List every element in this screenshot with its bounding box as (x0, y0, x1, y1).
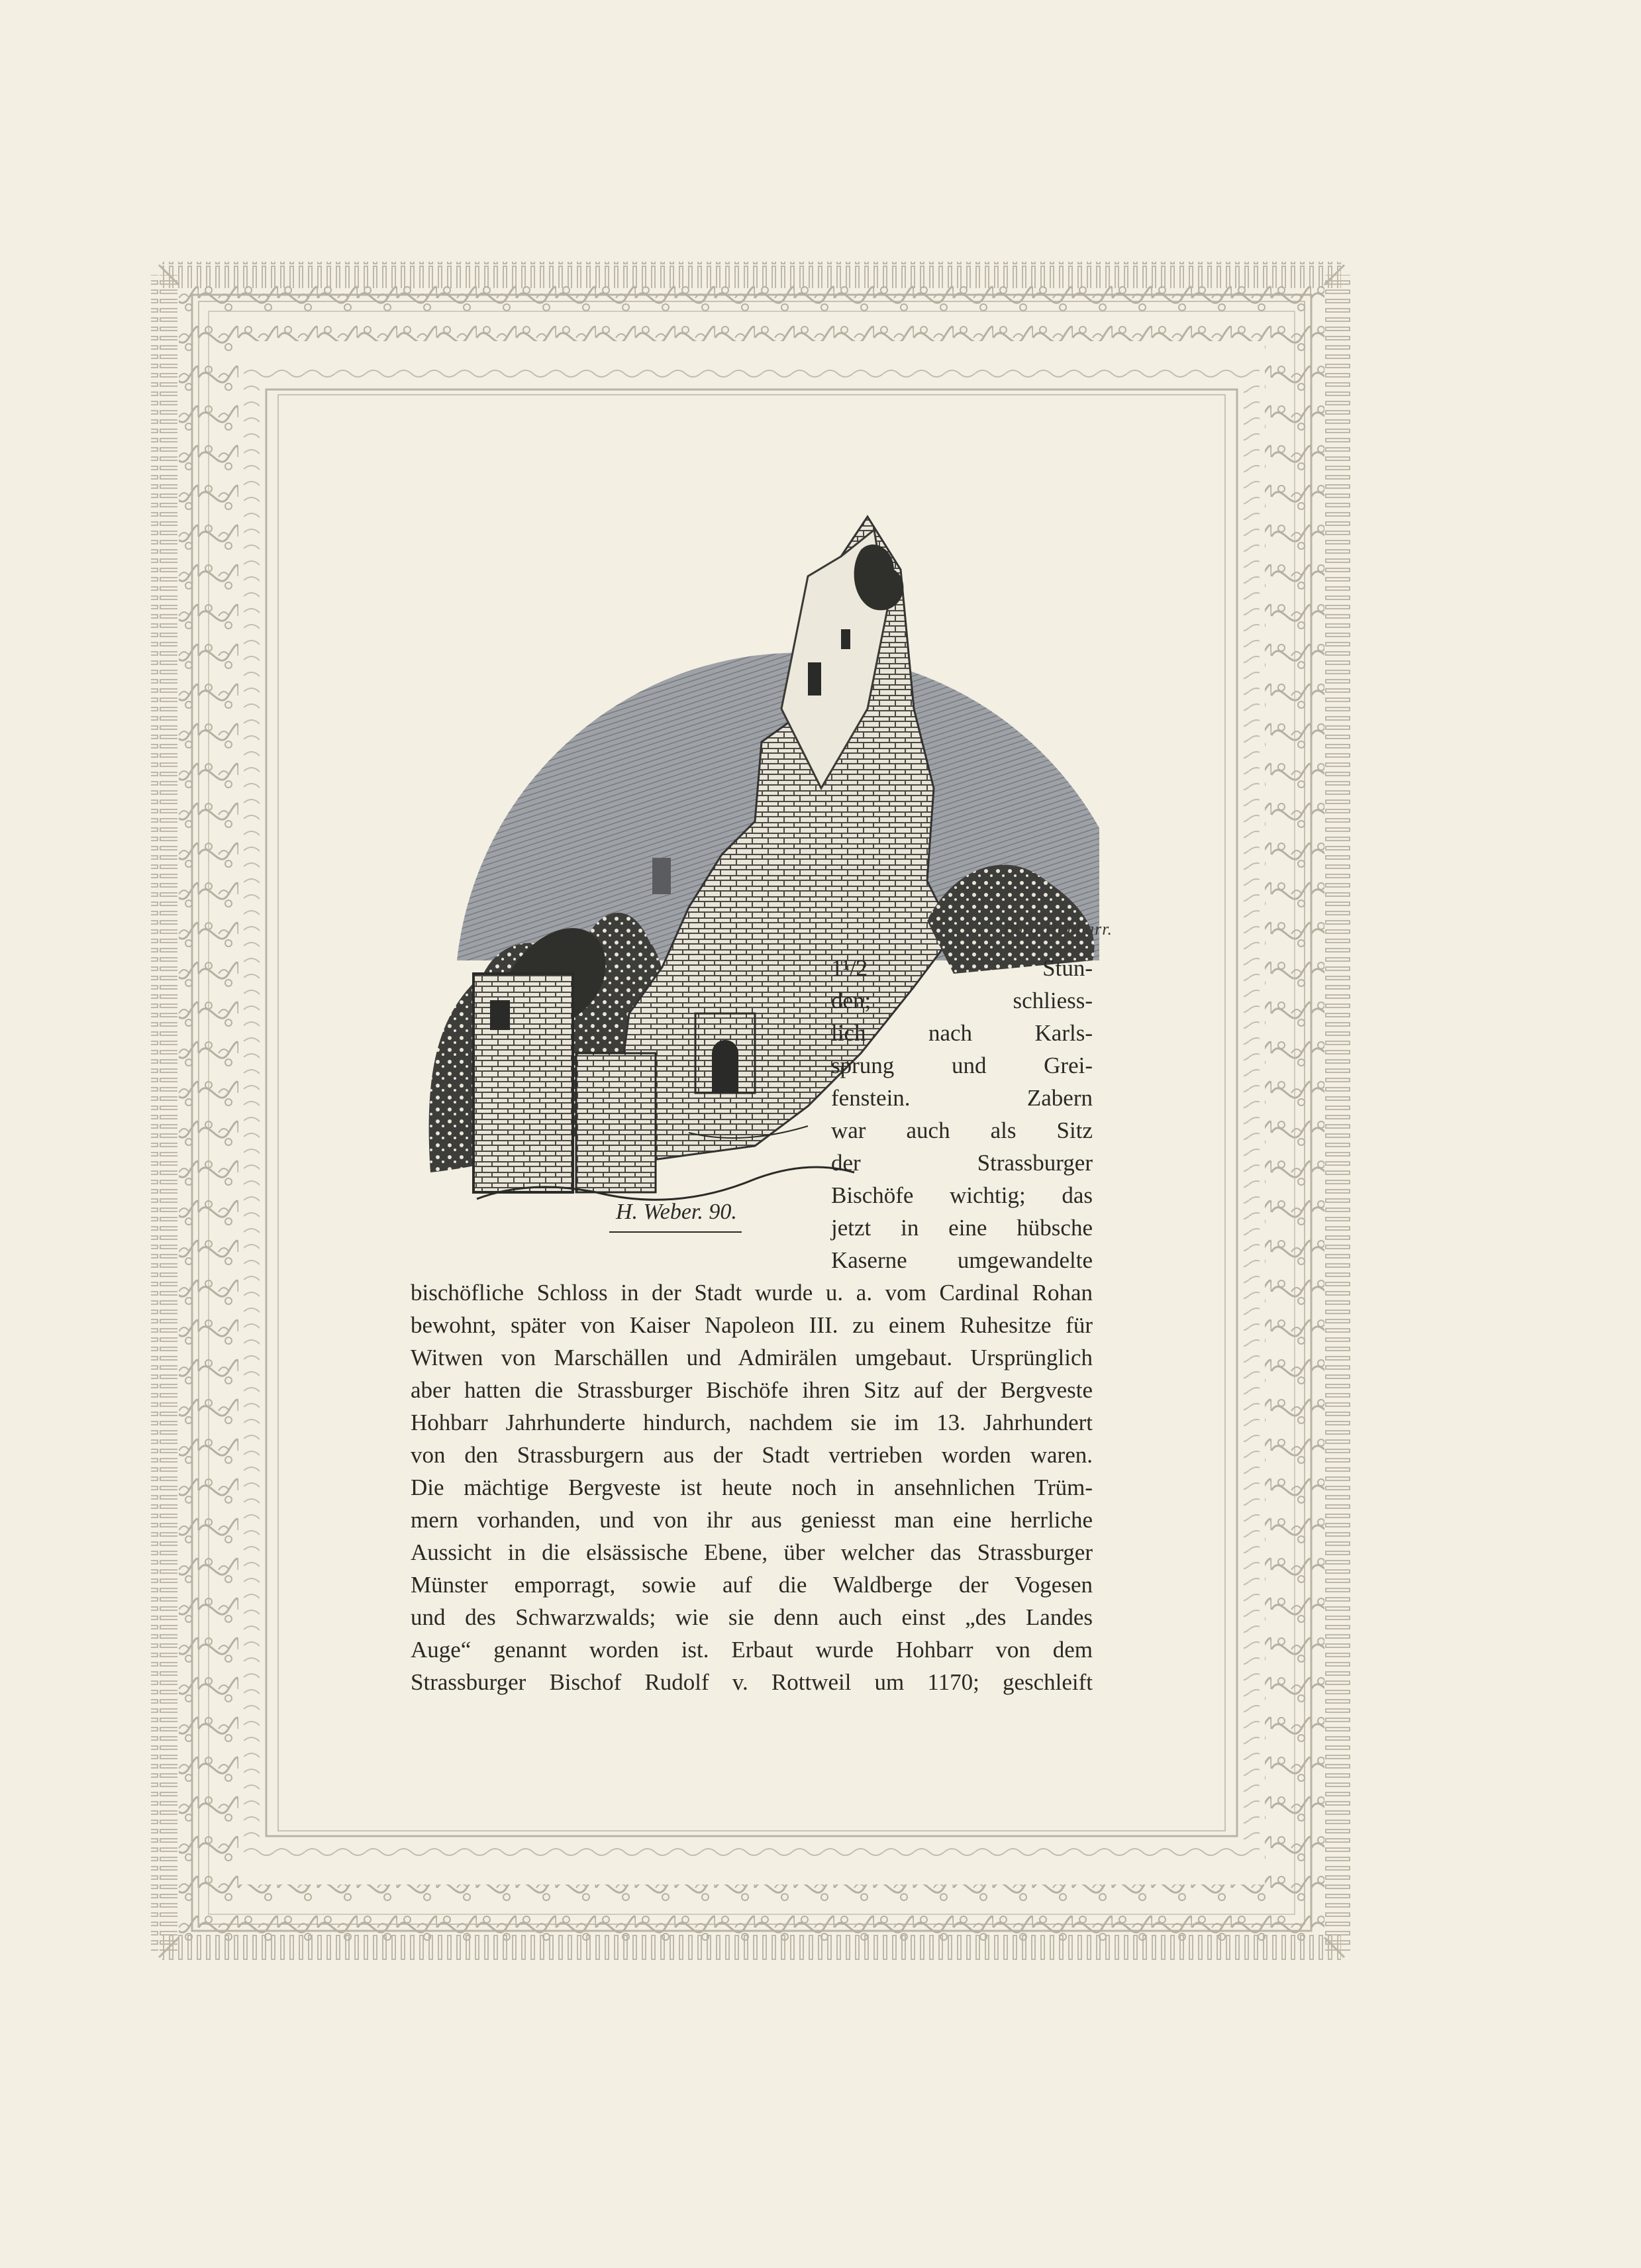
text-line: Kaserne umgewandelte (831, 1247, 1093, 1273)
text-line: 1¹/2 Stun- (831, 955, 1093, 981)
text-line: und des Schwarzwalds; wie sie denn auch einst „des Landes (411, 1604, 1093, 1630)
text-line: Auge“ genannt worden ist. Erbaut wurde Hohbarr von dem (411, 1637, 1093, 1663)
text-line: sprung und Grei- (831, 1053, 1093, 1078)
text-line: lich nach Karls- (831, 1020, 1093, 1046)
text-line: Bischöfe wichtig; das (831, 1182, 1093, 1208)
text-line: Die mächtige Bergveste ist heute noch in ansehnlichen Trüm- (411, 1474, 1093, 1500)
text-line: Münster emporragt, sowie auf die Waldberge der Vogesen (411, 1572, 1093, 1598)
text-line: bewohnt, später von Kaiser Napoleon III. zu einem Ruhesitze für (411, 1312, 1093, 1338)
text-line: war auch als Sitz (831, 1117, 1093, 1143)
text-line: den; schliess- (831, 988, 1093, 1013)
text-line: Strassburger Bischof Rudolf v. Rottweil um 1170; geschleift (411, 1669, 1093, 1695)
text-line: jetzt in eine hübsche (831, 1215, 1093, 1241)
text-line: aber hatten die Strassburger Bischöfe ihren Sitz auf der Bergveste (411, 1377, 1093, 1403)
text-line: Hohbarr Jahrhunderte hindurch, nachdem sie im 13. Jahrhundert (411, 1410, 1093, 1435)
text-line: fenstein. Zabern (831, 1085, 1093, 1111)
text-line: der Strassburger (831, 1150, 1093, 1176)
text-line: bischöfliche Schloss in der Stadt wurde u. a. vom Cardinal Rohan (411, 1280, 1093, 1306)
text-line: Aussicht in die elsässische Ebene, über welcher das Strassburger (411, 1539, 1093, 1565)
artist-signature: H. Weber. 90. (616, 1200, 737, 1224)
text-line: von den Strassburgern aus der Stadt vertrieben worden waren. (411, 1442, 1093, 1468)
text-line: mern vorhanden, und von ihr aus geniesst man eine herrliche (411, 1507, 1093, 1533)
text-line: Witwen von Marschällen und Admirälen umgebaut. Ursprünglich (411, 1345, 1093, 1370)
illustration-caption: Burg Hohbarr. (1003, 919, 1113, 939)
